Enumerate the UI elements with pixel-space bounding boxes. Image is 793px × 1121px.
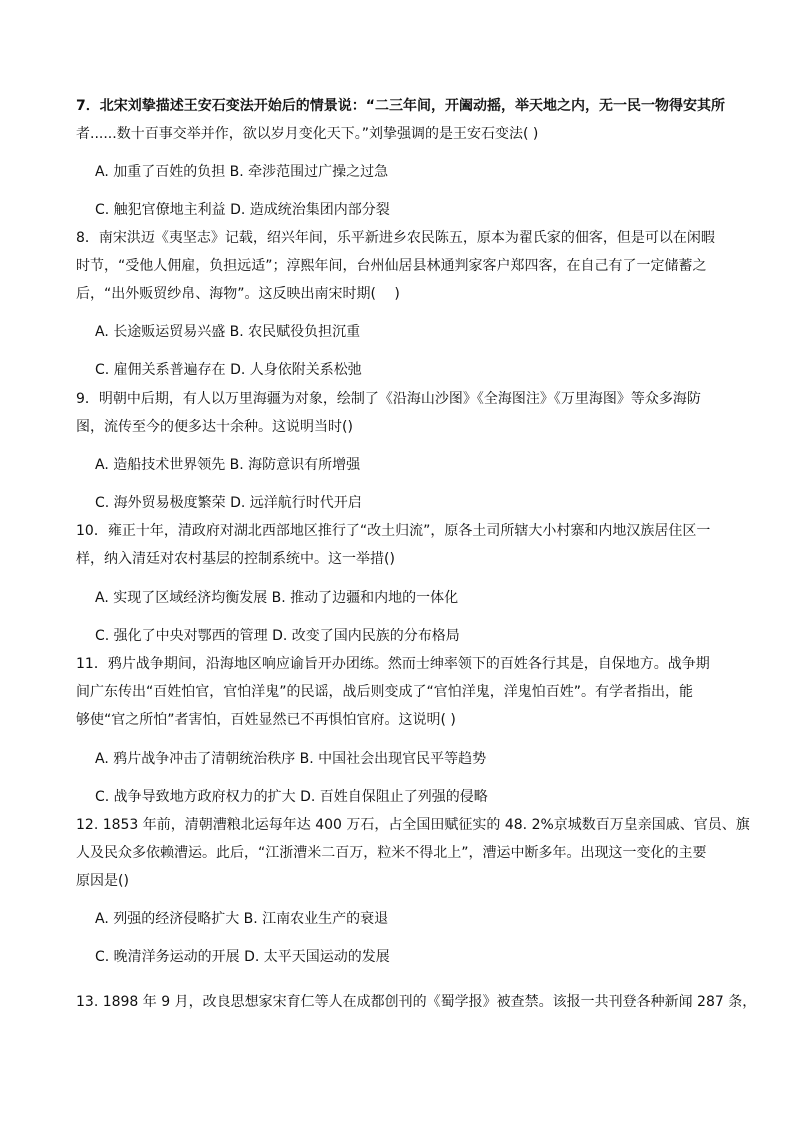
question-7-line-2: 者......数十百事交举并作，欲以岁月变化天下。”刘挚强调的是王安石变法( ) xyxy=(76,126,539,142)
question-7-options-2: C. 触犯官僚地主利益 D. 造成统治集团内部分裂 xyxy=(95,202,390,218)
question-10-options-2: C. 强化了中央对鄂西的管理 D. 改变了国内民族的分布格局 xyxy=(95,628,460,644)
question-12-options-2: C. 晚清洋务运动的开展 D. 太平天国运动的发展 xyxy=(95,949,390,965)
question-7-line-1: 7．北宋刘挚描述王安石变法开始后的情景说：“二三年间，开阖动摇，举天地之内，无一民一物得安其所 xyxy=(76,98,725,114)
question-12-line-1: 12. 1853 年前，清朝漕粮北运每年达 400 万石，占全国田赋征实的 48. 2%京城数百万皇亲国戚、官员、旗 xyxy=(76,817,750,833)
question-11-line-2: 间广东传出“百姓怕官，官怕洋鬼”的民谣，战后则变成了“官怕洋鬼，洋鬼怕百姓”。有学者指出，能 xyxy=(76,684,694,700)
question-13-line-1: 13. 1898 年 9 月，改良思想家宋育仁等人在成都创刊的《蜀学报》被查禁。该报一共刊登各种新闻 287 条， xyxy=(76,994,757,1010)
question-10-line-1: 10．雍正十年，清政府对湖北西部地区推行了“改土归流”，原各土司所辖大小村寨和内地汉族居住区一 xyxy=(76,523,711,539)
question-12-line-2: 人及民众多依赖漕运。此后，“江浙漕米二百万，粒米不得北上”，漕运中断多年。出现这一变化的主要 xyxy=(76,845,707,861)
question-8-line-3: 后，“出外贩贸纱帛、海物”。这反映出南宋时期( ) xyxy=(76,286,400,302)
question-9-options-1: A. 造船技术世界领先 B. 海防意识有所增强 xyxy=(95,457,361,473)
question-12-line-3: 原因是() xyxy=(76,873,129,889)
question-11-options-2: C. 战争导致地方政府权力的扩大 D. 百姓自保阻止了列强的侵略 xyxy=(95,789,488,805)
question-9-line-2: 图，流传至今的便多达十余种。这说明当时() xyxy=(76,419,353,435)
question-11-options-1: A. 鸦片战争冲击了清朝统治秩序 B. 中国社会出现官民平等趋势 xyxy=(95,751,487,767)
question-9-options-2: C. 海外贸易极度繁荣 D. 远洋航行时代开启 xyxy=(95,495,362,511)
question-11-line-3: 够使“官之所怕”者害怕，百姓显然已不再惧怕官府。这说明( ) xyxy=(76,712,456,728)
question-7-options-1: A. 加重了百姓的负担 B. 牵涉范围过广操之过急 xyxy=(95,164,389,180)
question-9-line-1: 9．明朝中后期，有人以万里海疆为对象，绘制了《沿海山沙图》《全海图注》《万里海图》等众多海防 xyxy=(76,391,701,407)
question-8-line-2: 时节，“受他人佣雇，负担远适”；淳熙年间，台州仙居县林通判家客户郑四客，在自己有了一定储蓄之 xyxy=(76,258,707,274)
question-11-line-1: 11．鸦片战争期间，沿海地区响应谕旨开办团练。然而士绅率领下的百姓各行其是，自保地方。战争期 xyxy=(76,656,710,672)
question-10-options-1: A. 实现了区域经济均衡发展 B. 推动了边疆和内地的一体化 xyxy=(95,590,459,606)
question-12-options-1: A. 列强的经济侵略扩大 B. 江南农业生产的衰退 xyxy=(95,911,389,927)
question-10-line-2: 样，纳入清廷对农村基层的控制系统中。这一举措() xyxy=(76,551,395,567)
question-8-options-2: C. 雇佣关系普遍存在 D. 人身依附关系松弛 xyxy=(95,362,362,378)
question-8-line-1: 8．南宋洪迈《夷坚志》记载，绍兴年间，乐平新进乡农民陈五，原本为翟氏家的佃客，但是可以在闲暇 xyxy=(76,230,715,246)
question-8-options-1: A. 长途贩运贸易兴盛 B. 农民赋役负担沉重 xyxy=(95,324,361,340)
